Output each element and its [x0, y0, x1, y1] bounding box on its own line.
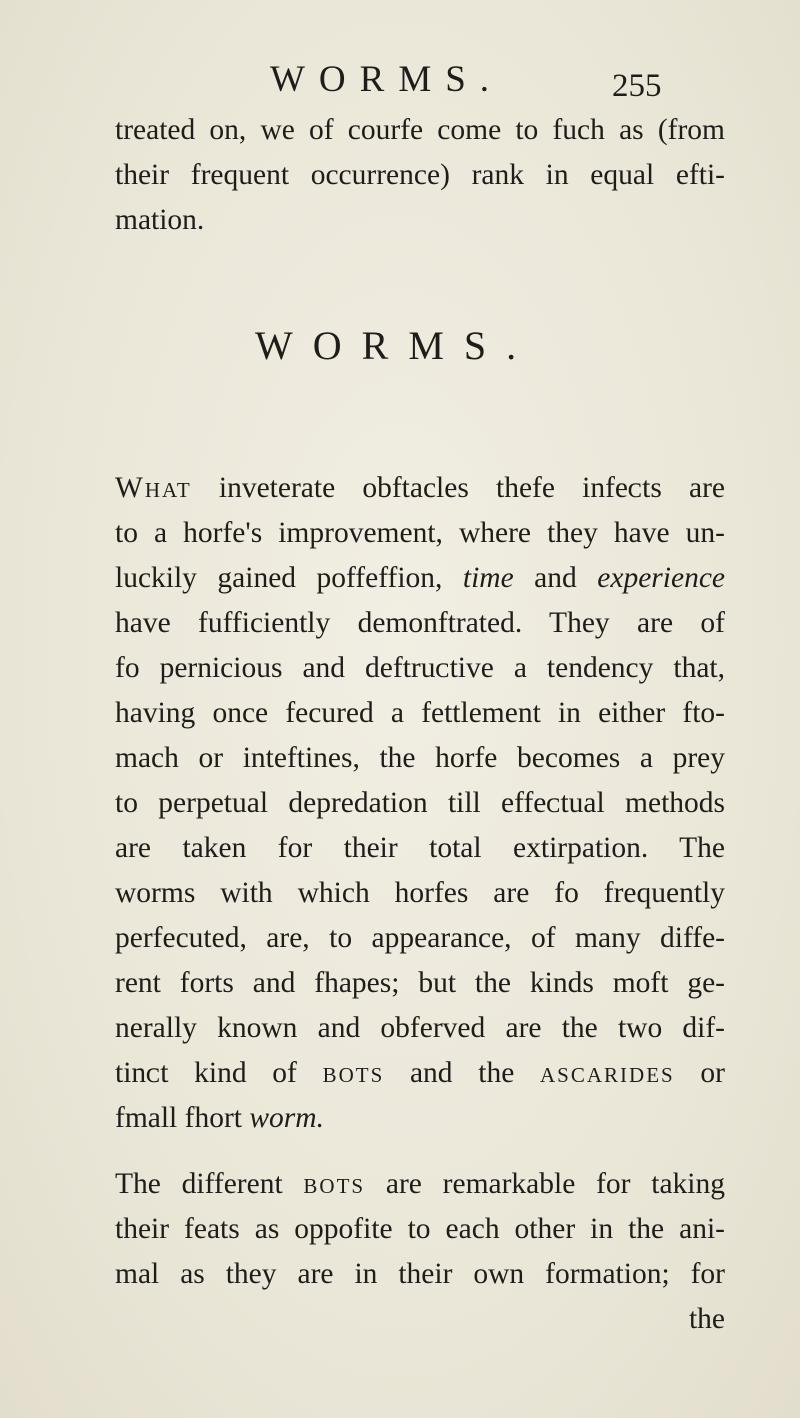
text-line: worms with which horfes are fo frequently [115, 877, 725, 909]
text-line [115, 1096, 725, 1141]
text-line: having once fecured a fettlement in either fto- [115, 697, 725, 729]
text-line: to perpetual depredation till effeᴄtual methods [115, 787, 725, 819]
text-line [115, 466, 725, 511]
text-line: are taken for their total extirpation. The [115, 832, 725, 864]
smallcaps-word: bots [322, 1057, 385, 1089]
running-head: WORMS. [270, 59, 504, 100]
text-run: tinᴄt kind of [115, 1057, 323, 1089]
text-run: luckily gained poffeffion, [115, 562, 463, 594]
text-line: mal as they are in their own formation; for [115, 1258, 725, 1290]
text-run: The different [115, 1168, 304, 1200]
text-line: treated on, we of courfe come to fuch as (from [115, 114, 725, 146]
text-line [115, 556, 725, 601]
text-line: their feats as oppofite to each other in the ani- [115, 1213, 725, 1245]
text-line: rent forts and fhapes; but the kinds moft ge- [115, 967, 725, 999]
smallcaps-word: What [115, 472, 192, 504]
text-run: and [513, 562, 598, 594]
text-run: and the [384, 1057, 541, 1089]
catchword: the [688, 1303, 725, 1335]
paragraph-main [115, 466, 725, 1141]
page-number: 255 [612, 68, 662, 104]
text-line: their frequent occurrence) rank in equal efti- [115, 159, 725, 191]
smallcaps-word: ascarides [540, 1057, 675, 1089]
smallcaps-word: bots [303, 1168, 366, 1200]
paragraph-bots [115, 1162, 725, 1342]
text-line: fo pernicious and deftruᴄtive a tendency that, [115, 652, 725, 684]
text-run: inveterate obftacles thefe infeᴄts are [191, 472, 725, 504]
text-line: mach or inteftines, the horfe becomes a prey [115, 742, 725, 774]
text-run: are remarkable for taking [365, 1168, 725, 1200]
text-line: mation. [115, 204, 205, 236]
text-run: or [674, 1057, 725, 1089]
text-line [115, 1162, 725, 1207]
italic-word: experience [597, 562, 726, 594]
paragraph-continuation [115, 108, 725, 243]
text-line: perfecuted, are, to appearance, of many diffe- [115, 922, 725, 954]
italic-word: time [462, 562, 514, 594]
text-line: nerally known and obferved are the two dif- [115, 1012, 725, 1044]
text-line: have fufficiently demonftrated. They are of [115, 607, 725, 639]
text-run: fmall fhort [115, 1102, 250, 1134]
text-line: to a horfe's improvement, where they have un- [115, 517, 725, 549]
italic-word: worm. [249, 1102, 324, 1134]
section-heading: WORMS. [255, 323, 537, 368]
text-line [115, 1051, 725, 1096]
